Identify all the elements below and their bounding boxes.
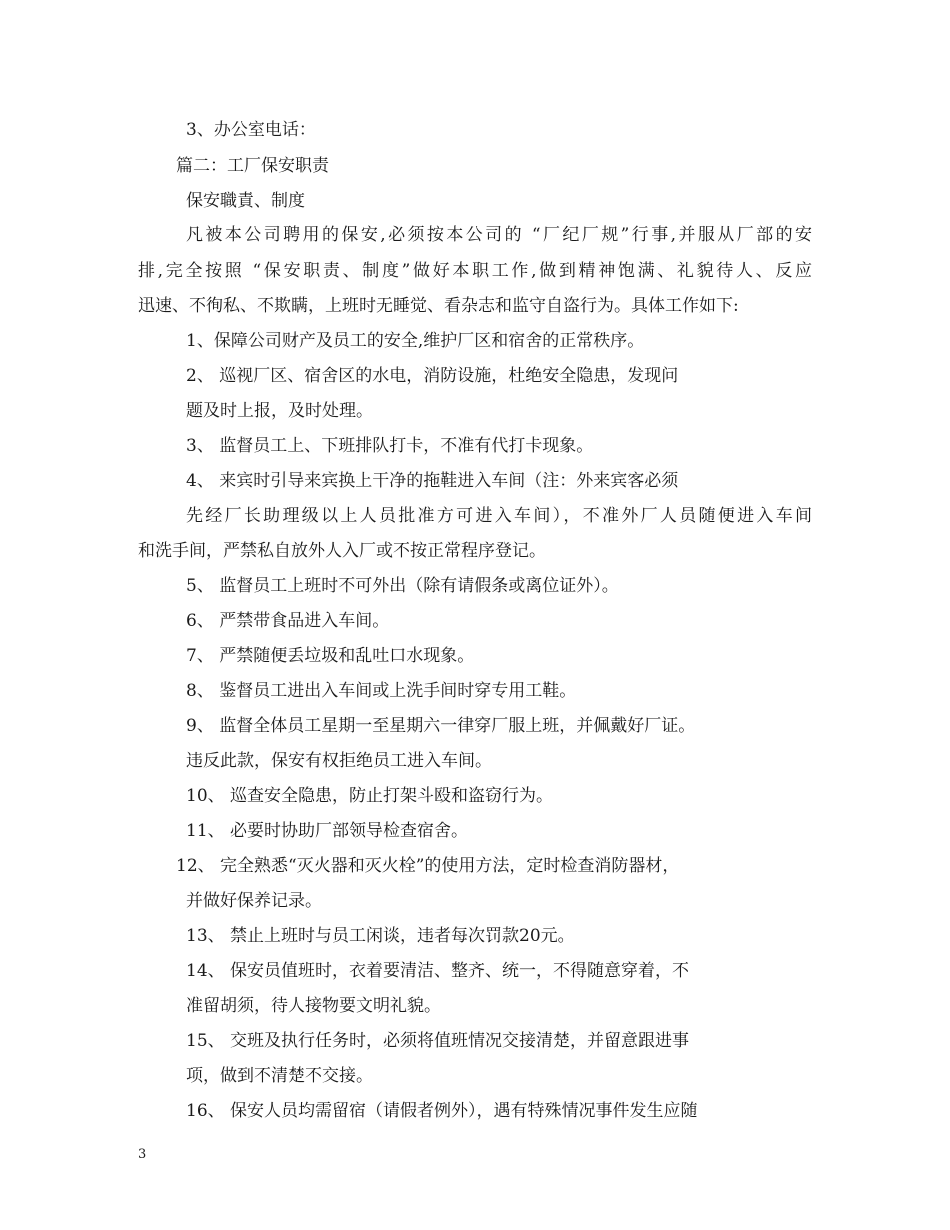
list-item-continuation: 项，做到不清楚不交接。 bbox=[186, 1066, 373, 1086]
list-item: 15、 交班及执行任务时，必须将值班情况交接清楚，并留意跟进事 bbox=[186, 1031, 690, 1051]
list-item: 4、 来宾时引导来宾换上干净的拖鞋进入车间（注：外来宾客必须 bbox=[186, 471, 679, 491]
section-heading: 篇二：工厂保安职责 bbox=[176, 156, 329, 176]
list-item-continuation: 题及时上报，及时处理。 bbox=[186, 401, 373, 421]
list-item: 3、 监督员工上、下班排队打卡，不准有代打卡现象。 bbox=[186, 436, 594, 456]
list-item: 1、保障公司财产及员工的安全,维护厂区和宿舍的正常秩序。 bbox=[186, 331, 645, 351]
list-item-continuation: 准留胡须，待人接物要文明礼貌。 bbox=[186, 996, 441, 1016]
list-item-continuation: 并做好保养记录。 bbox=[186, 891, 322, 911]
subsection-heading: 保安職責、制度 bbox=[186, 191, 305, 211]
list-item-continuation: 先经厂长助理级以上人员批准方可进入车间），不准外厂人员随便进入车间 bbox=[186, 506, 812, 526]
list-item: 9、 监督全体员工星期一至星期六一律穿厂服上班，并佩戴好厂证。 bbox=[186, 716, 696, 736]
list-item-continuation: 违反此款，保安有权拒绝员工进入车间。 bbox=[186, 751, 492, 771]
list-item: 10、 巡查安全隐患，防止打架斗殴和盗窃行为。 bbox=[186, 786, 554, 806]
list-item: 8、 鉴督员工进出入车间或上洗手间时穿专用工鞋。 bbox=[186, 681, 577, 701]
paragraph-line: 排,完全按照 “保安职责、制度”做好本职工作,做到精神饱满、礼貌待人、反应 bbox=[138, 261, 812, 281]
list-item: 13、 禁止上班时与员工闲谈，违者每次罚款20元。 bbox=[186, 926, 575, 946]
paragraph-line: 凡被本公司聘用的保安,必须按本公司的 “厂纪厂规”行事,并服从厂部的安 bbox=[186, 225, 812, 245]
paragraph-line: 迅速、不徇私、不欺瞒，上班时无睡觉、看杂志和监守自盗行为。具体工作如下: bbox=[138, 296, 739, 316]
list-item: 6、 严禁带食品进入车间。 bbox=[186, 611, 390, 631]
page-number: 3 bbox=[138, 1147, 147, 1162]
text-line: 3、办公室电话： bbox=[186, 120, 316, 140]
list-item: 16、 保安人员均需留宿（请假者例外），遇有特殊情况事件发生应随 bbox=[186, 1101, 698, 1121]
list-item: 14、 保安员值班时，衣着要清洁、整齐、统一，不得随意穿着，不 bbox=[186, 961, 690, 981]
list-item: 5、 监督员工上班时不可外出（除有请假条或离位证外）。 bbox=[186, 576, 619, 596]
list-item: 11、 必要时协助厂部领导检查宿舍。 bbox=[186, 821, 469, 841]
list-item-continuation: 和洗手间，严禁私自放外人入厂或不按正常程序登记。 bbox=[138, 541, 546, 561]
list-item: 2、 巡视厂区、宿舍区的水电，消防设施，杜绝安全隐患，发现问 bbox=[186, 366, 679, 386]
list-item: 12、 完全熟悉“灭火器和灭火栓”的使用方法，定时检查消防器材， bbox=[176, 856, 680, 876]
list-item: 7、 严禁随便丢垃圾和乱吐口水现象。 bbox=[186, 646, 475, 666]
